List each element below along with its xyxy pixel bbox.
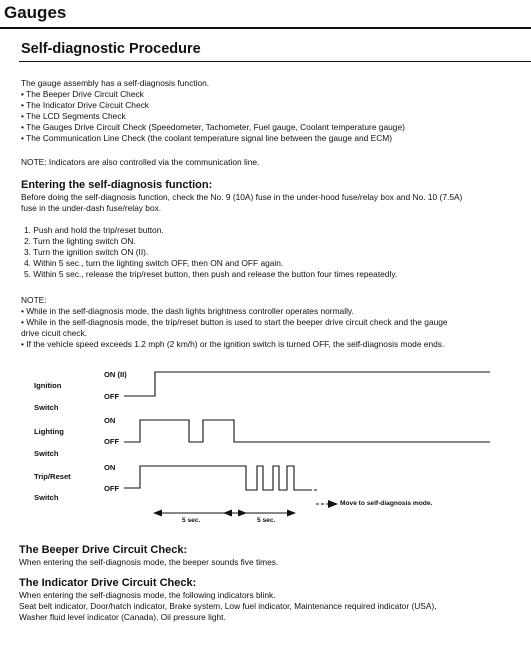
indicator-line-2: Seat belt indicator, Door/hatch indicator, Brake system, Low fuel indicator, Maintenance required indicator (USA), <box>19 601 437 611</box>
lighting-off-label: OFF <box>104 437 120 446</box>
note-title: NOTE: <box>21 295 47 305</box>
result-label: Move to self-diagnosis mode. <box>340 500 433 507</box>
result-arrowhead <box>328 500 338 508</box>
interval-1-label: 5 sec. <box>182 517 201 524</box>
signal-name-ignition: Ignition <box>34 381 62 390</box>
interval-arrowhead <box>238 510 247 517</box>
list-item: drive cicuit check. <box>21 328 88 338</box>
interval-arrowhead <box>287 510 296 517</box>
beeper-text: When entering the self-diagnosis mode, the beeper sounds five times. <box>19 557 279 567</box>
section-title: Self-diagnostic Procedure <box>21 41 201 57</box>
entering-intro-2: fuse in the under-dash fuse/relay box. <box>21 203 162 213</box>
beeper-title: The Beeper Drive Circuit Check: <box>19 544 188 556</box>
interval-arrowhead <box>223 510 232 517</box>
list-item: • If the vehicle speed exceeds 1.2 mph (2 km/h) or the ignition switch is turned OFF, the self-diagnosis mode ends. <box>21 339 445 349</box>
ignition-off-label: OFF <box>104 392 120 401</box>
entering-intro-1: Before doing the self-diagnosis function, check the No. 9 (10A) fuse in the under-hood fuse/relay box and No. 10 (7.5A) <box>21 192 463 202</box>
entering-title: Entering the self-diagnosis function: <box>21 179 213 191</box>
list-item: 2. Turn the lighting switch ON. <box>24 236 136 246</box>
signal-name-ignition-2: Switch <box>34 403 59 412</box>
list-item: • The Gauges Drive Circuit Check (Speedometer, Tachometer, Fuel gauge, Coolant temperature gauge) <box>21 122 405 132</box>
list-item: 1. Push and hold the trip/reset button. <box>24 225 164 235</box>
indicator-line-1: When entering the self-diagnosis mode, the following indicators blink. <box>19 590 276 600</box>
list-item: 3. Turn the ignition switch ON (II). <box>24 247 149 257</box>
ignition-waveform <box>124 372 490 396</box>
lighting-on-label: ON <box>104 416 116 425</box>
list-item: 5. Within 5 sec., release the trip/reset button, then push and release the button four times repeatedly. <box>24 269 398 279</box>
trip-off-label: OFF <box>104 484 120 493</box>
note-indicators: NOTE: Indicators are also controlled via the communication line. <box>21 157 260 167</box>
indicator-line-3: Washer fluid level indicator (Canada), Oil pressure light. <box>19 612 226 622</box>
signal-name-trip-reset: Trip/Reset <box>34 472 71 481</box>
list-item: • The LCD Segments Check <box>21 111 126 121</box>
list-item: • The Indicator Drive Circuit Check <box>21 100 149 110</box>
intro-text: The gauge assembly has a self-diagnosis function. <box>21 78 210 88</box>
signal-name-trip-reset-2: Switch <box>34 493 59 502</box>
trip-reset-waveform <box>124 466 312 490</box>
signal-name-lighting: Lighting <box>34 427 64 436</box>
list-item: • While in the self-diagnosis mode, the trip/reset button is used to start the beeper drive circuit check and the gauge <box>21 317 448 327</box>
trip-on-label: ON <box>104 463 116 472</box>
list-item: 4. Within 5 sec., turn the lighting switch OFF, then ON and OFF again. <box>24 258 284 268</box>
page-header-title: Gauges <box>4 3 67 22</box>
ignition-on-label: ON (II) <box>104 370 127 379</box>
indicator-title: The Indicator Drive Circuit Check: <box>19 577 197 589</box>
lighting-waveform <box>124 420 490 442</box>
interval-arrowhead <box>153 510 162 517</box>
signal-name-lighting-2: Switch <box>34 449 59 458</box>
list-item: • While in the self-diagnosis mode, the dash lights brightness controller operates normally. <box>21 306 354 316</box>
list-item: • The Beeper Drive Circuit Check <box>21 89 144 99</box>
interval-2-label: 5 sec. <box>257 517 276 524</box>
list-item: • The Communication Line Check (the coolant temperature signal line between the gauge and ECM) <box>21 133 393 143</box>
